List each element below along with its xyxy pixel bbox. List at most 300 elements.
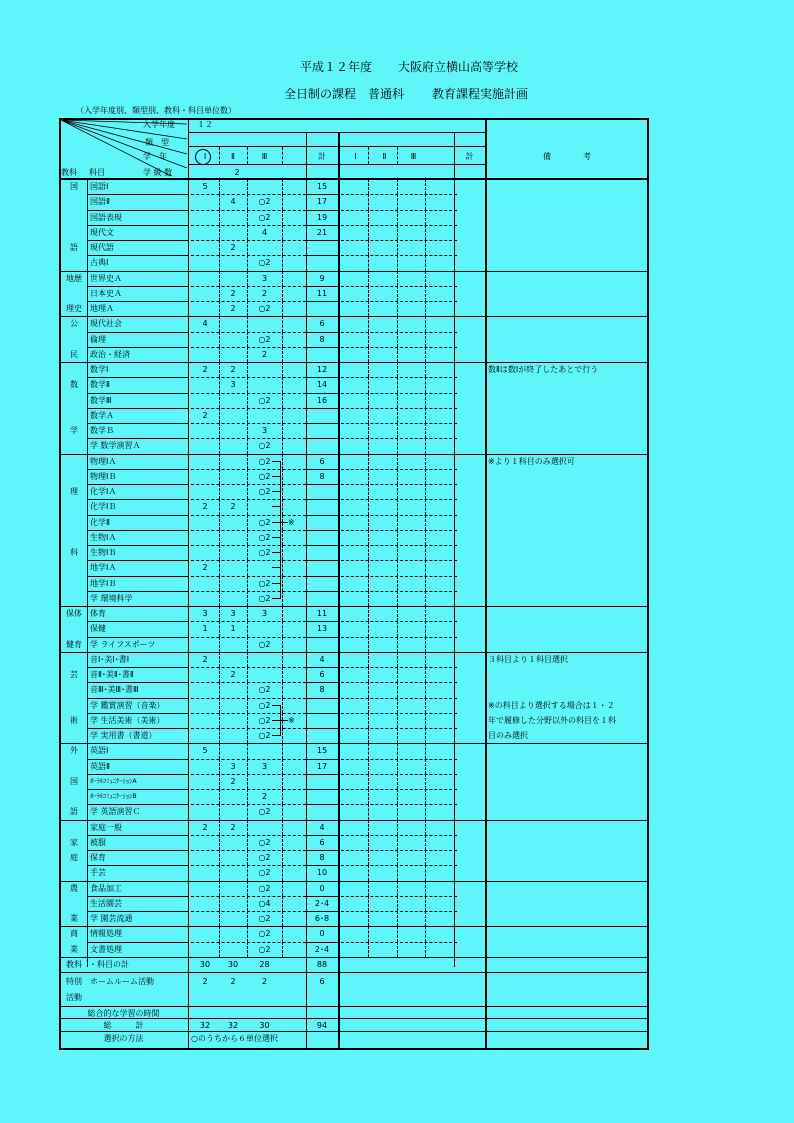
cell-grade-2: 3 (230, 761, 236, 771)
grade-col-dash (247, 347, 248, 362)
row-separator (87, 682, 188, 683)
group-dash (191, 164, 306, 165)
cell-grade-3: 3 (261, 426, 268, 435)
grade2-col-dash (425, 926, 426, 941)
total-row-sep (306, 911, 338, 912)
remarks-header: 備 考 (543, 152, 591, 161)
grade-col-dash (247, 240, 248, 255)
grade-col-dash (247, 667, 248, 682)
grade2-col-dash (425, 240, 426, 255)
grade2-col-dash (368, 286, 369, 301)
grade-header-3: Ⅲ (261, 152, 268, 161)
grade2-col-dash (397, 423, 398, 438)
cell-grade-1: 2 (202, 410, 208, 420)
row-dash-2 (341, 789, 457, 790)
grade2-col-dash (368, 576, 369, 591)
grade-col-dash (247, 591, 248, 606)
grade-col-dash (219, 667, 220, 682)
cell-total: 8 (319, 471, 325, 481)
total-row-sep (306, 759, 338, 760)
group-separator (59, 743, 649, 744)
grade2-col-dash (368, 347, 369, 362)
grade-col-dash (219, 865, 220, 880)
cell-total: 17 (316, 197, 328, 207)
grade-col-dash (282, 194, 283, 209)
row-dash (191, 530, 306, 531)
grade-col-dash (219, 820, 220, 835)
table-note: （入学年度別、類型別、教科・科目単位数） (76, 106, 236, 115)
arts-bracket-mark: ※ (288, 715, 295, 725)
subject-name: 地学ⅠＢ (90, 578, 117, 588)
grade2-col-dash (368, 789, 369, 804)
grade2-col-dash (397, 606, 398, 621)
grade-col-dash (219, 255, 220, 270)
grade2-col-dash (368, 438, 369, 453)
grade-col-dash (282, 759, 283, 774)
grade-col-dash (247, 698, 248, 713)
grade-col-dash (219, 896, 220, 911)
grade2-col-dash (368, 881, 369, 896)
grade-col-dash (282, 225, 283, 240)
grade-col-dash (247, 942, 248, 957)
grade-col-dash (219, 774, 220, 789)
row-separator (87, 545, 188, 546)
grade-col-dash (282, 591, 283, 606)
row-separator (87, 194, 188, 195)
row-separator (87, 286, 188, 287)
area-label: 国 (70, 182, 78, 191)
grade2-col-dash (425, 728, 426, 743)
row-dash (191, 591, 306, 592)
title-plan: 教育課程実施計画 (432, 87, 529, 101)
row-dash-2 (341, 469, 457, 470)
subject-name: 数学Ａ (90, 410, 114, 420)
grade-col-dash (282, 743, 283, 758)
row-dash-2 (341, 225, 457, 226)
grand-total-label: 総 計 (103, 1021, 144, 1030)
cell-grade-3: ○2 (258, 685, 271, 695)
grade2-col-dash (368, 743, 369, 758)
remarks-divider (485, 118, 487, 1050)
grade-col-dash (247, 835, 248, 850)
total-row-sep (306, 499, 338, 500)
total-row-sep (306, 591, 338, 592)
cell-total: 2･4 (314, 944, 330, 954)
grade2-col-dash (425, 194, 426, 209)
grade-header2-3: Ⅲ (410, 152, 417, 161)
subject-name: 音Ⅲ･美Ⅲ･書Ⅲ (90, 685, 139, 695)
grade-col-dash (219, 881, 220, 896)
grade-col-dash (247, 179, 248, 194)
row-separator (87, 225, 188, 226)
group-separator (59, 881, 649, 882)
grade2-col-dash (397, 926, 398, 941)
row-dash (191, 560, 306, 561)
grade-col-dash (282, 469, 283, 484)
total-row-sep (306, 667, 338, 668)
cell-grade-1: 2 (202, 822, 208, 832)
grade-col-dash (247, 865, 248, 880)
row-separator (87, 713, 188, 714)
grade-circle (195, 149, 211, 165)
subject-name: 世界史Ａ (90, 273, 122, 283)
total-row-sep (306, 225, 338, 226)
title-course: 全日制の課程 (284, 87, 357, 101)
grade-col-dash (219, 286, 220, 301)
grade2-col-dash (397, 484, 398, 499)
subject-name: 学 園芸流通 (90, 914, 133, 923)
grade-col-dash (247, 393, 248, 408)
grade2-col-dash (425, 560, 426, 575)
row-dash (191, 942, 306, 943)
grade2-col-dash (368, 271, 369, 286)
grade2-col-dash (397, 576, 398, 591)
row-dash-2 (341, 759, 457, 760)
grade2-col-dash (425, 606, 426, 621)
area-label: 国 (70, 776, 78, 786)
grade-col-dash (282, 576, 283, 591)
grade-col-dash (219, 545, 220, 560)
grade-col-dash (247, 255, 248, 270)
grade-col-dash (219, 759, 220, 774)
grade-col-dash (247, 332, 248, 347)
cell-total: 8 (319, 685, 325, 695)
grade-col-dash (282, 774, 283, 789)
row-dash (191, 621, 306, 622)
grade2-col-dash (397, 820, 398, 835)
grade2-col-dash (397, 865, 398, 880)
group-separator (59, 454, 649, 455)
grade-col-dash (282, 789, 283, 804)
grade2-col-dash (397, 194, 398, 209)
cell-grade-3: 2 (261, 792, 268, 801)
grade-header-1: Ⅰ (203, 152, 207, 161)
grade-col-dash (282, 210, 283, 225)
subject-name: 物理ⅠＡ (90, 456, 117, 466)
total-row-sep (306, 682, 338, 683)
row-dash (191, 332, 306, 333)
grade-col-dash (219, 408, 220, 423)
grade-col-dash (219, 225, 220, 240)
cell-total: 6 (319, 837, 325, 847)
cell-grade-3: ○2 (258, 304, 271, 313)
subject-name: 古典Ⅰ (90, 258, 109, 268)
homeroom-g3: 2 (261, 977, 268, 986)
row-separator (87, 469, 188, 470)
cell-grade-3: ○2 (258, 593, 271, 603)
row-dash-2 (341, 484, 457, 485)
grade2-col-dash (425, 591, 426, 606)
grade2-col-dash (368, 301, 369, 316)
grade2-col-dash (368, 484, 369, 499)
row-separator (87, 499, 188, 500)
total-row-sep (306, 301, 338, 302)
row-dash-2 (341, 210, 457, 211)
cell-grade-3: ○2 (258, 517, 271, 527)
integrated-label: 総合的な学習の時間 (87, 1009, 160, 1018)
grade-col-dash (247, 576, 248, 591)
grade2-col-dash (425, 362, 426, 377)
cell-grade-3: ○4 (258, 898, 271, 908)
grade2-col-dash (397, 454, 398, 469)
grade2-col-dash (425, 850, 426, 865)
grade-col-dash (219, 438, 220, 453)
subject-name: 学 数学演習Ａ (90, 441, 141, 451)
row-dash-2 (341, 332, 457, 333)
grade-col-dash (282, 377, 283, 392)
science-bracket-tick (272, 506, 281, 507)
cell-grade-3: ○2 (258, 532, 271, 542)
row-separator (87, 698, 188, 699)
grade2-col-dash (397, 713, 398, 728)
grade-col-dash (247, 301, 248, 316)
grade-col-dash (247, 316, 248, 331)
cell-total: 8 (319, 853, 325, 862)
grade2-col-dash (425, 408, 426, 423)
grade-col-dash (247, 225, 248, 240)
cell-grade-1: 4 (202, 319, 208, 329)
homeroom-g1: 2 (202, 977, 208, 986)
grade-col-dash (282, 240, 283, 255)
summary-sep-4 (59, 1031, 649, 1032)
total2-divider (454, 132, 455, 967)
subject-name: 数学Ｂ (90, 426, 114, 435)
row-separator (87, 560, 188, 561)
grade-col-dash (219, 835, 220, 850)
cell-grade-3: ○2 (258, 883, 271, 893)
grade2-col-dash (425, 789, 426, 804)
row-separator (87, 332, 188, 333)
grade2-col-dash (425, 301, 426, 316)
area-label: 業 (70, 944, 78, 954)
header-line-2 (188, 146, 485, 147)
grade2-col-dash (425, 865, 426, 880)
row-dash (191, 667, 306, 668)
entry-year-label: 入学年度 (143, 120, 175, 129)
total-row-sep (306, 530, 338, 531)
row-dash-2 (341, 667, 457, 668)
grade2-col-dash (425, 469, 426, 484)
science-bracket-tick (272, 491, 281, 492)
row-separator (87, 774, 188, 775)
total-row-sep (306, 408, 338, 409)
total-row-sep (306, 713, 338, 714)
grade-col-dash (247, 408, 248, 423)
subject-header-label: 科目 (89, 168, 105, 177)
grade-col-dash (247, 545, 248, 560)
subject-name: 化学ⅠＡ (90, 487, 117, 496)
cell-grade-3: ○2 (258, 471, 271, 481)
grade2-col-dash (397, 896, 398, 911)
grade-col-dash (282, 545, 283, 560)
cell-grade-2: 2 (230, 243, 236, 252)
cell-grade-3: ○2 (258, 548, 271, 557)
total-row-sep (306, 286, 338, 287)
subject-name: 英語Ⅱ (90, 761, 110, 771)
grade-col-dash (219, 454, 220, 469)
area-label: 理 (70, 487, 78, 496)
grade-col-dash (282, 881, 283, 896)
grade2-col-dash (397, 698, 398, 713)
grade2-col-dash (425, 667, 426, 682)
cell-grade-2: 2 (230, 365, 236, 374)
grade-col-dash (247, 606, 248, 621)
grand-total-sum: 94 (316, 1021, 328, 1030)
grade-col-dash (219, 362, 220, 377)
grade-col-dash (282, 316, 283, 331)
cell-grade-3: ○2 (258, 487, 271, 496)
grade-col-dash (219, 698, 220, 713)
selection-text: ○のうちから６単位選択 (191, 1034, 278, 1043)
grade2-col-dash (368, 865, 369, 880)
grade-col-dash (282, 896, 283, 911)
row-dash-2 (341, 545, 457, 546)
row-dash (191, 759, 306, 760)
grade2-col-dash (425, 881, 426, 896)
subject-name: 保健 (90, 624, 106, 634)
grade-col-dash (219, 926, 220, 941)
cell-total: 9 (319, 273, 325, 283)
cell-grade-3: ○2 (258, 929, 271, 939)
total-row-sep (306, 804, 338, 805)
subject-name: 学 英語演習Ｃ (90, 807, 141, 817)
row-dash-2 (341, 682, 457, 683)
group-separator (59, 271, 649, 272)
grade2-col-dash (397, 759, 398, 774)
area-label: 数 (70, 380, 78, 390)
subject-name: 英語Ⅰ (90, 746, 109, 756)
cell-grade-3: ○2 (258, 944, 271, 954)
cell-grade-3: ○2 (258, 334, 271, 344)
row-dash-2 (341, 713, 457, 714)
grade2-col-dash (425, 713, 426, 728)
grade2-col-dash (368, 423, 369, 438)
grade2-col-dash (368, 804, 369, 819)
grade2-col-dash (425, 530, 426, 545)
grade2-col-dash (368, 499, 369, 514)
subject-name: 音Ⅰ･美Ⅰ･書Ⅰ (90, 654, 130, 664)
area-label: 民 (70, 349, 78, 359)
grade2-col-dash (425, 896, 426, 911)
total-row-sep (306, 332, 338, 333)
subject-name: 国語Ⅰ (90, 182, 109, 191)
grade-col-dash (247, 881, 248, 896)
grade2-col-dash (425, 393, 426, 408)
subject-name: 現代語 (90, 243, 114, 252)
grade-col-dash (247, 759, 248, 774)
cell-grade-2: 1 (230, 624, 236, 634)
grade2-col-dash (397, 804, 398, 819)
remark-arts-3: 年で履修した分野以外の科目を１科 (488, 715, 616, 725)
grade2-col-dash (397, 362, 398, 377)
table-border-left (59, 118, 61, 1050)
grade-col-dash (247, 499, 248, 514)
grade-col-dash (247, 423, 248, 438)
grade-col-dash (282, 530, 283, 545)
title-department: 普通科 (368, 87, 405, 101)
row-separator (87, 759, 188, 760)
total-row-sep (306, 438, 338, 439)
grade2-col-dash (368, 515, 369, 530)
grade-col-dash (247, 271, 248, 286)
row-separator (87, 255, 188, 256)
group-label: 学 級 数 (143, 168, 173, 177)
row-separator (87, 408, 188, 409)
grade-col-dash (247, 911, 248, 926)
grade2-col-dash (368, 194, 369, 209)
grade2-col-dash (397, 621, 398, 636)
area-label: 語 (70, 807, 78, 817)
grade-col-dash (219, 652, 220, 667)
grade-col-dash (219, 347, 220, 362)
cell-total: 0 (319, 883, 325, 893)
grade-col-dash (219, 591, 220, 606)
grade-col-dash (282, 438, 283, 453)
area-label: 芸 (70, 670, 78, 679)
grade-col-dash (247, 652, 248, 667)
grade2-col-dash (397, 408, 398, 423)
subject-name: 現代文 (90, 227, 114, 237)
row-separator (87, 240, 188, 241)
grade2-col-dash (368, 210, 369, 225)
subject-name: ｵｰﾗﾙｺﾐｭﾆｹｰｼｮﾝB (90, 792, 137, 800)
special-area-1: 特別 (66, 977, 82, 986)
area-header-label: 教科 (61, 168, 77, 177)
grade2-col-dash (368, 469, 369, 484)
grade-col-dash (247, 621, 248, 636)
grade-col-dash (219, 194, 220, 209)
row-separator (87, 728, 188, 729)
row-separator (87, 850, 188, 851)
total-row-sep (306, 621, 338, 622)
grade2-col-dash (397, 667, 398, 682)
row-dash-2 (341, 774, 457, 775)
row-dash-2 (341, 515, 457, 516)
row-separator (87, 621, 188, 622)
cell-grade-3: 3 (261, 761, 268, 771)
grade2-col-dash (397, 255, 398, 270)
grade-col-dash (247, 850, 248, 865)
subject-name: 被服 (90, 837, 106, 847)
grade2-col-dash (425, 423, 426, 438)
arts-bracket-tick (272, 705, 281, 706)
area-label: 科 (70, 548, 78, 557)
grade2-col-dash (425, 835, 426, 850)
group-separator (59, 606, 649, 607)
row-dash-2 (341, 591, 457, 592)
subject-name: 化学ⅠＢ (90, 502, 117, 512)
grade2-col-dash (397, 911, 398, 926)
row-separator (87, 835, 188, 836)
grade2-col-dash (397, 942, 398, 957)
grade-col-dash (282, 698, 283, 713)
grade-col-dash (219, 743, 220, 758)
row-separator (87, 438, 188, 439)
grade2-col-dash (368, 774, 369, 789)
grade2-col-dash (397, 286, 398, 301)
cell-grade-3: ○2 (258, 700, 271, 710)
grade-header-2: Ⅱ (231, 152, 235, 161)
cell-total: 6 (319, 670, 325, 679)
subject-name: 国語表現 (90, 212, 122, 222)
cell-grade-1: 2 (202, 365, 208, 374)
grade-col-dash (247, 362, 248, 377)
grade2-col-dash (425, 621, 426, 636)
grade2-col-dash (425, 820, 426, 835)
row-dash (191, 911, 306, 912)
grade2-col-dash (368, 255, 369, 270)
subject-name: 生物ⅠＡ (90, 532, 117, 542)
